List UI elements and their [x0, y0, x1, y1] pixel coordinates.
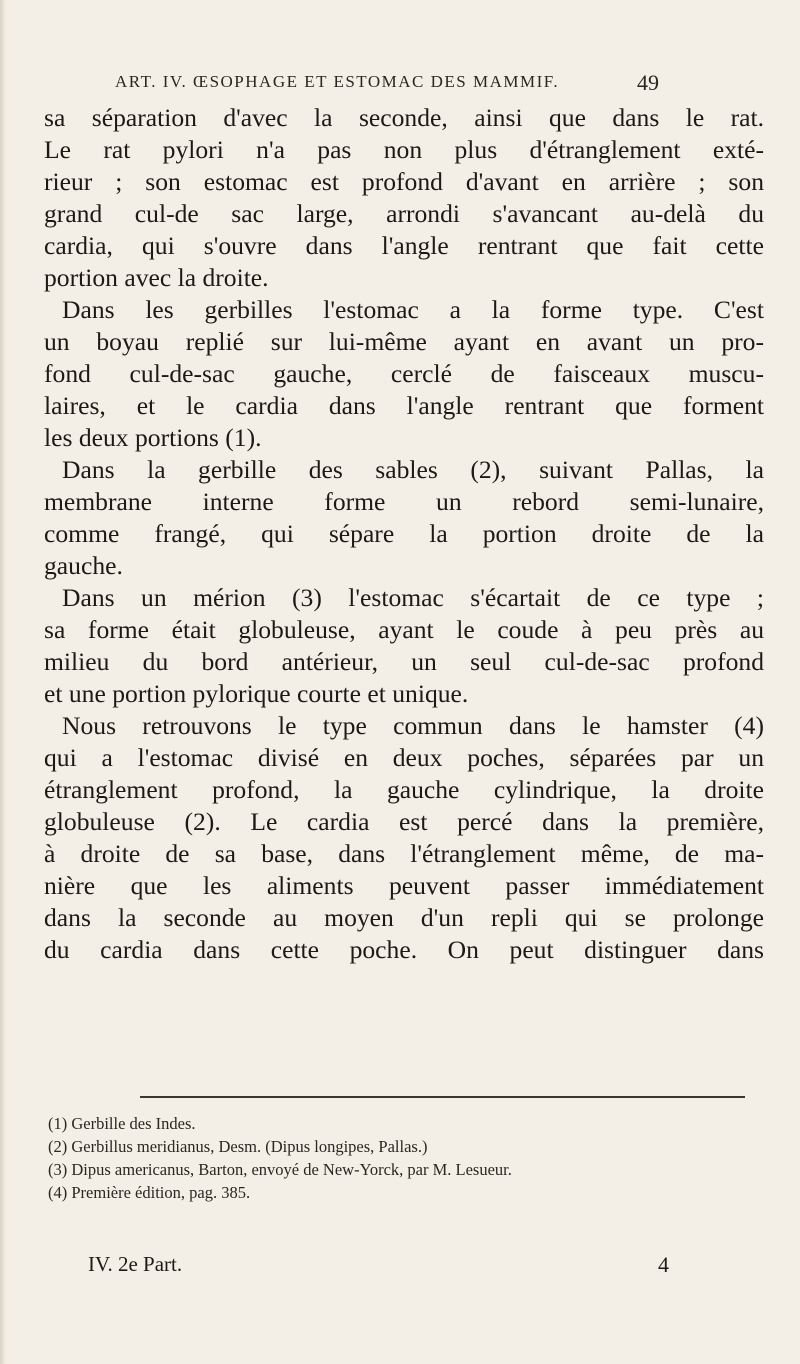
footnote: (1) Gerbille des Indes.: [48, 1114, 196, 1133]
body-line: Dans la gerbille des sables (2), suivant Pallas, la: [62, 455, 764, 484]
body-line: sa séparation d'avec la seconde, ainsi que dans le rat.: [44, 103, 764, 132]
body-text: [44, 102, 764, 966]
page-edge-shadow: [0, 0, 6, 1364]
body-line: étranglement profond, la gauche cylindrique, la droite: [44, 775, 764, 804]
footnote: (2) Gerbillus meridianus, Desm. (Dipus longipes, Pallas.): [48, 1137, 428, 1156]
body-line: rieur ; son estomac est profond d'avant en arrière ; son: [44, 167, 764, 196]
body-line: du cardia dans cette poche. On peut distinguer dans: [44, 935, 764, 964]
footnote: (4) Première édition, pag. 385.: [48, 1183, 251, 1202]
body-line: fond cul-de-sac gauche, cerclé de faisceaux muscu-: [44, 359, 764, 388]
body-line: cardia, qui s'ouvre dans l'angle rentrant que fait cette: [44, 231, 764, 260]
body-line: gauche.: [44, 551, 123, 580]
body-line: Le rat pylori n'a pas non plus d'étranglement exté-: [44, 135, 764, 164]
body-line: membrane interne forme un rebord semi-lunaire,: [44, 487, 764, 516]
body-line: dans la seconde au moyen d'un repli qui se prolonge: [44, 903, 764, 932]
body-line: les deux portions (1).: [44, 423, 262, 452]
running-header: [115, 70, 675, 95]
page-footer: [88, 1252, 688, 1277]
body-line: globuleuse (2). Le cardia est percé dans la première,: [44, 807, 764, 836]
body-line: qui a l'estomac divisé en deux poches, séparées par un: [44, 743, 764, 772]
body-line: Nous retrouvons le type commun dans le hamster (4): [62, 711, 764, 740]
body-line: comme frangé, qui sépare la portion droite de la: [44, 519, 764, 548]
body-line: milieu du bord antérieur, un seul cul-de-sac profond: [44, 647, 764, 676]
body-line: laires, et le cardia dans l'angle rentrant que forment: [44, 391, 764, 420]
body-line: portion avec la droite.: [44, 263, 269, 292]
footnote: (3) Dipus americanus, Barton, envoyé de New-Yorck, par M. Lesueur.: [48, 1160, 512, 1179]
running-title: ART. IV. ŒSOPHAGE ET ESTOMAC DES MAMMIF.: [115, 72, 560, 91]
body-line: Dans les gerbilles l'estomac a la forme type. C'est: [62, 295, 764, 324]
body-line: grand cul-de sac large, arrondi s'avancant au-delà du: [44, 199, 764, 228]
footnote-divider: [140, 1096, 745, 1098]
body-line: nière que les aliments peuvent passer immédiatement: [44, 871, 764, 900]
signature-left: IV. 2e Part.: [88, 1252, 183, 1276]
page-number: 49: [637, 70, 659, 95]
body-line: sa forme était globuleuse, ayant le coude à peu près au: [44, 615, 764, 644]
body-line: à droite de sa base, dans l'étranglement même, de ma-: [44, 839, 764, 868]
body-line: un boyau replié sur lui-même ayant en avant un pro-: [44, 327, 764, 356]
footnotes: [48, 1112, 758, 1204]
signature-mark: 4: [658, 1252, 669, 1277]
body-line: et une portion pylorique courte et unique.: [44, 679, 469, 708]
body-line: Dans un mérion (3) l'estomac s'écartait de ce type ;: [62, 583, 764, 612]
